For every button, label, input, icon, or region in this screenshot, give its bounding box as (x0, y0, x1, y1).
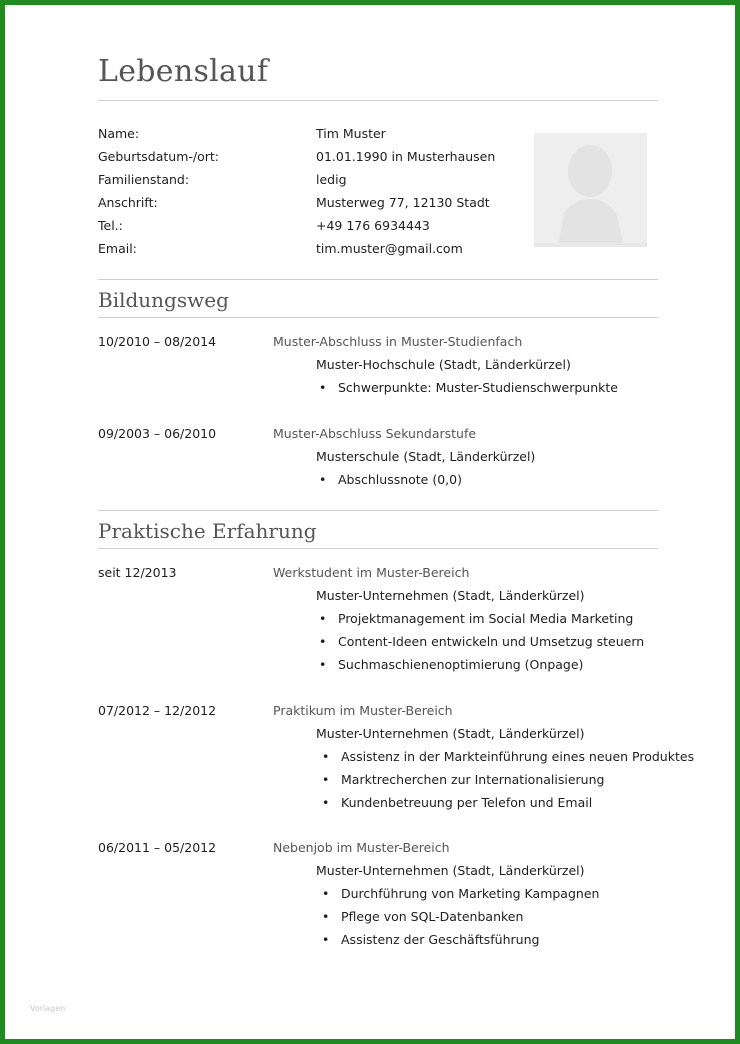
label-birth: Geburtsdatum-/ort: (98, 149, 220, 164)
value-phone: +49 176 6934443 (316, 218, 430, 233)
label-name: Name: (98, 126, 140, 141)
section-divider (98, 317, 658, 318)
entry-org: Muster-Unternehmen (Stadt, Länderkürzel) (316, 588, 585, 603)
value-birth: 01.01.1990 in Musterhausen (316, 149, 496, 164)
list-item: • Marktrecherchen zur Internationalisierung (341, 772, 604, 788)
label-address: Anschrift: (98, 195, 158, 210)
label-phone: Tel.: (98, 218, 123, 233)
list-item: • Content-Ideen entwickeln und Umsetzug steuern (338, 634, 644, 650)
entry-role: Werkstudent im Muster-Bereich (273, 565, 470, 580)
watermark-text: Vorlagen (30, 1004, 66, 1013)
value-name: Tim Muster (316, 126, 386, 141)
profile-photo (534, 133, 647, 247)
entry-role: Muster-Abschluss Sekundarstufe (273, 426, 477, 441)
value-address: Musterweg 77, 12130 Stadt (316, 195, 490, 210)
entry-org: Muster-Unternehmen (Stadt, Länderkürzel) (316, 863, 585, 878)
entry-org: Muster-Unternehmen (Stadt, Länderkürzel) (316, 726, 585, 741)
label-email: Email: (98, 241, 137, 256)
list-item: • Assistenz in der Markteinführung eines neuen Produktes (341, 749, 694, 765)
list-item: • Projektmanagement im Social Media Marketing (338, 611, 633, 627)
entry-date: 07/2012 – 12/2012 (98, 703, 217, 718)
entry-role: Nebenjob im Muster-Bereich (273, 840, 450, 855)
section-heading-education: Bildungsweg (98, 288, 229, 312)
section-divider-top (98, 279, 658, 280)
entry-date: seit 12/2013 (98, 565, 177, 580)
list-item: • Suchmaschienenoptimierung (Onpage) (338, 657, 583, 673)
list-item: • Pflege von SQL-Datenbanken (341, 909, 523, 925)
entry-date: 06/2011 – 05/2012 (98, 840, 217, 855)
page-title: Lebenslauf (98, 54, 269, 89)
person-silhouette-icon (534, 133, 647, 247)
section-heading-experience: Praktische Erfahrung (98, 519, 317, 543)
list-item: • Kundenbetreuung per Telefon und Email (341, 795, 592, 811)
section-divider (98, 548, 658, 549)
list-item: • Abschlussnote (0,0) (338, 472, 462, 488)
entry-role: Muster-Abschluss in Muster-Studienfach (273, 334, 523, 349)
list-item: • Durchführung von Marketing Kampagnen (341, 886, 599, 902)
entry-role: Praktikum im Muster-Bereich (273, 703, 453, 718)
title-divider (98, 100, 658, 101)
entry-date: 10/2010 – 08/2014 (98, 334, 217, 349)
entry-org: Muster-Hochschule (Stadt, Länderkürzel) (316, 357, 571, 372)
list-item: • Assistenz der Geschäftsführung (341, 932, 539, 948)
label-status: Familienstand: (98, 172, 190, 187)
value-email: tim.muster@gmail.com (316, 241, 463, 256)
value-status: ledig (316, 172, 347, 187)
list-item: • Schwerpunkte: Muster-Studienschwerpunkte (338, 380, 618, 396)
entry-org: Musterschule (Stadt, Länderkürzel) (316, 449, 536, 464)
section-divider-top (98, 510, 658, 511)
entry-date: 09/2003 – 06/2010 (98, 426, 217, 441)
